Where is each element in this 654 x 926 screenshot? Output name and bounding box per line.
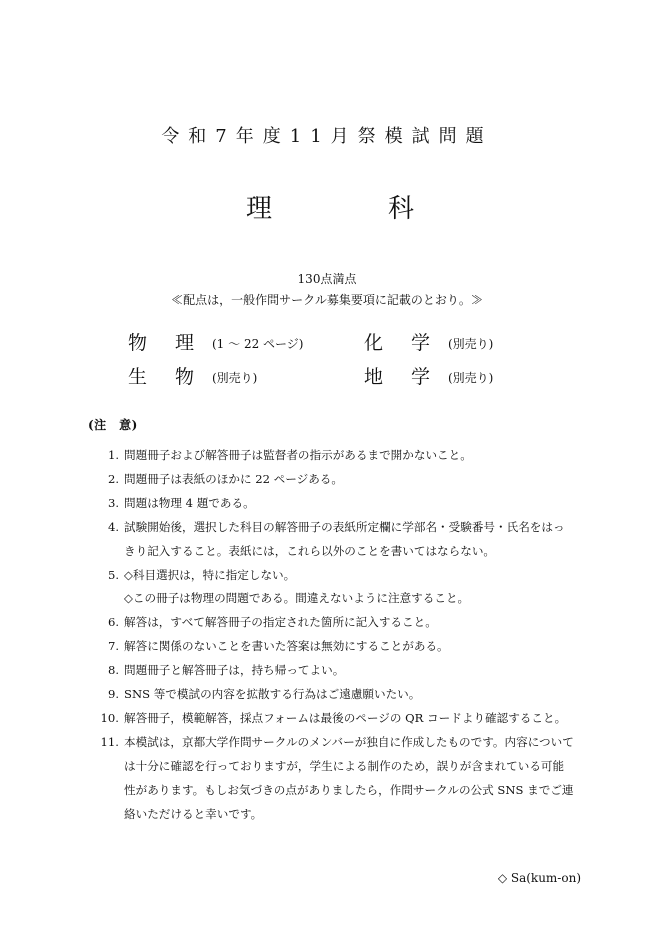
- subject-chemistry: [364, 334, 493, 353]
- note-number: 3.: [107, 495, 119, 510]
- note-number: 7.: [107, 639, 119, 654]
- note-item: [94, 468, 574, 492]
- notes-list: [94, 444, 574, 827]
- subject-title-right: 科: [388, 194, 415, 224]
- subject-list: [0, 334, 654, 404]
- note-number: 6.: [107, 615, 119, 630]
- note-item: [94, 731, 574, 827]
- subject-name-char: 地: [364, 366, 384, 388]
- note-number: 9.: [107, 687, 119, 702]
- note-number: 1.: [107, 448, 119, 462]
- note-item: [94, 492, 574, 516]
- note-item: [94, 635, 574, 659]
- subject-name-char: 物: [128, 332, 148, 354]
- subject-detail: (別売り): [448, 337, 494, 351]
- full-score: 130点満点: [297, 272, 357, 286]
- subject-detail: (1 ～ 22 ページ): [212, 337, 304, 351]
- subject-detail: (別売り): [448, 371, 494, 385]
- notes-heading: (注 意): [88, 418, 138, 432]
- note-number: 10.: [100, 710, 119, 725]
- note-text: 問題冊子と解答冊子は，持ち帰ってよい。: [124, 663, 345, 678]
- subject-name-char: 理: [175, 332, 195, 354]
- note-number: 2.: [107, 471, 119, 486]
- note-text: SNS 等で模試の内容を拡散する行為はご遠慮願いたい。: [124, 687, 421, 702]
- subject-name-char: 学: [411, 366, 431, 388]
- subject-biology: [128, 368, 257, 387]
- note-number: 8.: [107, 663, 119, 678]
- subject-detail: (別売り): [212, 371, 258, 385]
- subject-name-char: 生: [128, 366, 148, 388]
- note-item: [94, 683, 574, 707]
- note-text: 試験開始後，選択した科目の解答冊子の表紙所定欄に学部名・受験番号・氏名をはっきり記入すること。表紙には，これら以外のことを書いてはならない。: [124, 519, 565, 558]
- note-item: [94, 516, 574, 564]
- note-item: [94, 444, 574, 468]
- note-item: [94, 659, 574, 683]
- subject-earth-science: [364, 368, 493, 387]
- subject-name-char: 学: [411, 332, 431, 354]
- note-text: ◇科目選択は，特に指定しない。: [124, 567, 296, 582]
- note-number: 4.: [107, 519, 119, 534]
- allocation-note: ≪配点は，一般作問サークル募集要項に記載のとおり。≫: [171, 293, 483, 307]
- note-text: ◇この冊子は物理の問題である。間違えないように注意すること。: [124, 591, 470, 606]
- note-text: 解答冊子，模範解答，採点フォームは最後のページの QR コードより確認すること。: [124, 710, 567, 725]
- note-text: 本模試は，京都大学作問サークルのメンバーが独自に作成したものです。内容については十分に確認を行っておりますが，学生による制作のため，誤りが含まれている可能性があります。もしお気づきの点がありましたら，作問サークルの公式 SNS までご連絡いただけると幸いです。: [124, 734, 574, 821]
- note-text: 問題冊子は表紙のほかに 22 ページある。: [124, 471, 343, 486]
- note-number: 5.: [107, 567, 119, 582]
- subject-physics: [128, 334, 303, 353]
- subject-name-char: 物: [175, 366, 195, 388]
- author-signature: ◇ Sa(kum-on): [497, 871, 581, 885]
- note-item: [94, 611, 574, 635]
- note-text: 問題は物理 4 題である。: [124, 495, 255, 510]
- subject-name-char: 化: [364, 332, 384, 354]
- note-item: [94, 564, 574, 588]
- note-text: 解答は，すべて解答冊子の指定された箇所に記入すること。: [124, 615, 437, 630]
- subject-title: [238, 196, 428, 230]
- note-number: 11.: [100, 734, 119, 749]
- note-item: [94, 587, 574, 611]
- exam-title: 令和7年度11月祭模試問題: [161, 126, 493, 147]
- subject-title-left: 理: [246, 194, 273, 224]
- note-text: 解答に関係のないことを書いた答案は無効にすることがある。: [124, 639, 449, 654]
- note-item: [94, 707, 574, 731]
- note-text: 問題冊子および解答冊子は監督者の指示があるまで開かないこと。: [124, 448, 472, 462]
